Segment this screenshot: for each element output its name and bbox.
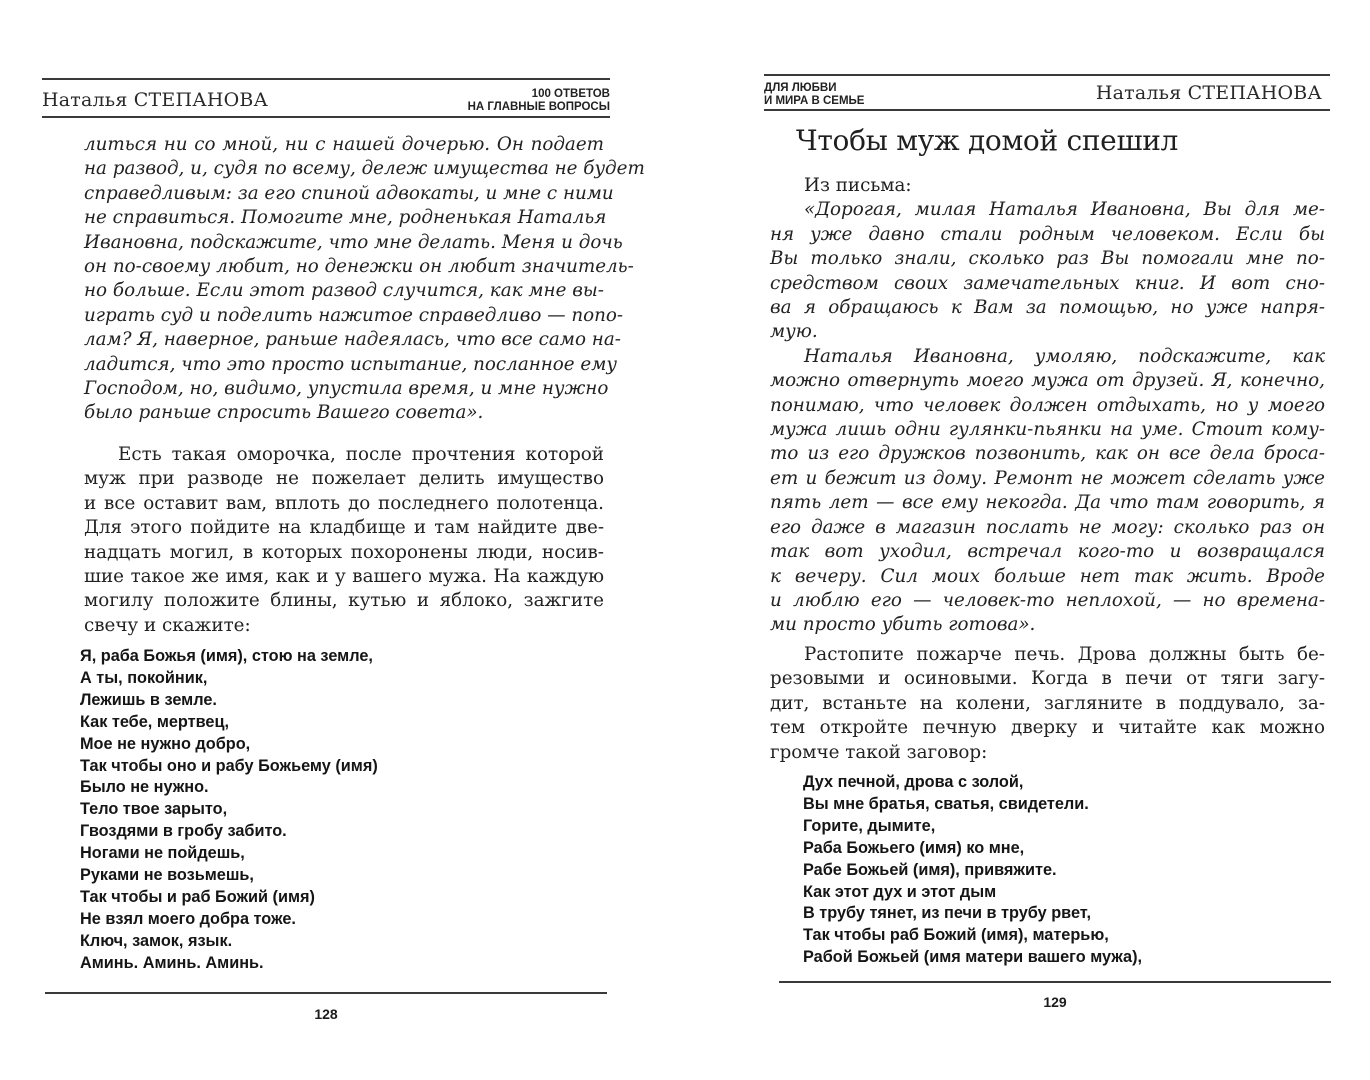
text-line: Для этого пойдите на кладбище и там найдите две- — [84, 517, 604, 539]
text-line: но больше. Если этот развод случится, как мне вы- — [84, 280, 604, 302]
text-line: лам? Я, наверное, раньше надеялась, что все само на- — [84, 329, 621, 351]
text-line: Вы только знали, сколько раз Вы помогали мне по- — [770, 248, 1325, 270]
series-line-1: 100 ОТВЕТОВ — [531, 88, 610, 100]
text-line: Есть такая оморочка, после прочтения которой — [118, 444, 604, 465]
spell-line: Дух печной, дрова с золой, — [803, 773, 1024, 791]
spell-line: Ключ, замок, язык. — [80, 931, 233, 950]
text-line: громче такой заговор: — [770, 741, 988, 763]
text-line: мужа лишь одни гулянки-пьянки на уме. Стоит кому- — [770, 419, 1325, 441]
text-line: на развод, и, судя по всему, дележ имущества не будет — [84, 158, 645, 180]
right-page — [685, 0, 1370, 1080]
spell-line: В трубу тянет, из печи в трубу рвет, — [803, 904, 1092, 923]
text-line: свечу и скажите: — [84, 614, 251, 636]
header-author: Наталья СТЕПАНОВА — [42, 89, 269, 111]
spell-line: Горите, дымите, — [803, 816, 936, 835]
text-line: понимаю, что человек должен отдыхать, но у моего — [770, 394, 1325, 416]
series-line-2: НА ГЛАВНЫЕ ВОПРОСЫ — [467, 101, 610, 113]
text-line: надцать могил, в которых похоронены люди, носив- — [84, 541, 604, 563]
text-line: средством своих замечательных книг. И вот сно- — [770, 272, 1325, 294]
spell-line: Лежишь в земле. — [80, 690, 217, 709]
spell-line: А ты, покойник, — [80, 668, 208, 687]
text-line: Растопите пожарче печь. Дрова должны быть бе- — [804, 644, 1325, 665]
text-line: не справиться. Помогите мне, родненькая Наталья — [84, 207, 607, 229]
spell-line: Рабе Божьей (имя), привяжите. — [803, 860, 1057, 879]
text-line: то из его дружков позвонить, как он все дела броса- — [770, 443, 1325, 465]
text-line: ладится, что это просто испытание, посланное ему — [84, 353, 618, 375]
header-series-title — [468, 88, 610, 114]
spell-line: Рабой Божьей (имя матери вашего мужа), — [803, 948, 1143, 967]
spell-line: Мое не нужно добро, — [80, 734, 251, 753]
series-line-2: И МИРА В СЕМЬЕ — [764, 95, 865, 107]
text-line: и все оставит вам, вплоть до последнего полотенца. — [84, 492, 604, 514]
header-author: Наталья СТЕПАНОВА — [1095, 82, 1322, 104]
spell-line: Тело твое зарыто, — [80, 800, 228, 819]
text-line: к вечеру. Сил моих больше нет так жить. Вроде — [770, 565, 1325, 587]
spell-line: Так чтобы оно и рабу Божьему (имя) — [80, 756, 378, 775]
text-line: можно отвернуть моего мужа от друзей. Я, конечно, — [770, 370, 1325, 392]
text-line: пять лет — все ему некогда. Да что там говорить, я — [770, 492, 1325, 514]
text-line: и люблю его — человек-то неплохой, — но времена- — [770, 589, 1325, 611]
spell-line: Раба Божьего (имя) ко мне, — [803, 838, 1025, 857]
text-line: ми просто убить готова». — [770, 614, 1036, 636]
page-number: 128 — [314, 1006, 338, 1022]
footer-rule — [779, 981, 1331, 983]
header-bottom-rule — [764, 109, 1330, 111]
series-line-1: ДЛЯ ЛЮБВИ — [764, 82, 837, 94]
spell-text — [803, 772, 1142, 969]
text-line: он по-своему любит, но денежки он любит значитель- — [84, 256, 634, 278]
text-line: играть суд и поделить нажитое справедливо — попо- — [84, 304, 624, 326]
text-line: литься ни со мной, ни с нашей дочерью. Он подает — [84, 134, 604, 155]
page-number: 129 — [1043, 994, 1067, 1010]
spell-line: Руками не возьмешь, — [80, 866, 254, 885]
spell-line: Так чтобы раб Божий (имя), матерью, — [803, 926, 1109, 945]
advice-paragraph — [84, 443, 604, 638]
spell-line: Гвоздями в гробу забито. — [80, 822, 287, 841]
spell-text — [80, 646, 378, 975]
text-line: муж при разводе не пожелает делить имущество — [84, 468, 604, 490]
text-line: было раньше спросить Вашего совета». — [84, 402, 484, 424]
spell-line: Вы мне братья, сватья, свидетели. — [803, 794, 1089, 813]
advice-paragraph — [770, 643, 1325, 765]
letter-continuation — [84, 133, 645, 426]
text-line: могилу положите блины, кутью и яблоко, зажгите — [84, 590, 604, 612]
text-line: «Дорогая, милая Наталья Ивановна, Вы для ме- — [804, 199, 1325, 221]
text-line: ва я обращаюсь к Вам за помощью, но уже напря- — [770, 297, 1325, 319]
text-line: Ивановна, подскажите, что мне делать. Меня и дочь — [84, 231, 623, 253]
text-line: резовыми и осиновыми. Когда в печи от тяги загу- — [770, 668, 1325, 690]
spell-line: Не взял моего добра тоже. — [80, 909, 296, 928]
spell-line: Было не нужно. — [80, 778, 209, 797]
spell-line: Как тебе, мертвец, — [80, 712, 230, 731]
spell-line: Аминь. Аминь. Аминь. — [80, 953, 264, 972]
spell-line: Я, раба Божья (имя), стою на земле, — [80, 647, 373, 665]
header-series-title — [764, 82, 864, 108]
text-line: тем откройте печную дверку и читайте как можно — [770, 717, 1325, 739]
text-line: мую. — [770, 321, 818, 343]
text-line: Наталья Ивановна, умоляю, подскажите, как — [804, 345, 1325, 367]
chapter-title: Чтобы муж домой спешил — [796, 124, 1179, 157]
letter-intro: Из письма: — [804, 175, 912, 196]
letter-block — [770, 174, 1325, 638]
text-line: дит, встаньте на колени, загляните в поддувало, за- — [770, 692, 1325, 714]
text-line: его даже в магазин послать не могу: сколько раз он — [770, 516, 1325, 538]
text-line: так вот уходил, встречал кого-то и возвращался — [770, 541, 1325, 563]
header-top-rule — [764, 74, 1330, 76]
text-line: ет и бежит из дому. Ремонт не может сделать уже — [770, 467, 1325, 489]
spell-line: Ногами не пойдешь, — [80, 844, 245, 863]
text-line: шие такое же имя, как и у вашего мужа. На каждую — [84, 566, 604, 588]
header-top-rule — [42, 78, 610, 80]
text-line: справедливым: за его спиной адвокаты, и мне с ними — [84, 182, 614, 204]
text-line: Господом, но, видимо, упустила время, и мне нужно — [84, 378, 609, 400]
spell-line: Как этот дух и этот дым — [803, 882, 997, 901]
header-bottom-rule — [42, 116, 610, 118]
spell-line: Так чтобы и раб Божий (имя) — [80, 887, 315, 906]
text-line: ня уже давно стали родным человеком. Если бы — [770, 223, 1325, 245]
footer-rule — [45, 992, 607, 994]
